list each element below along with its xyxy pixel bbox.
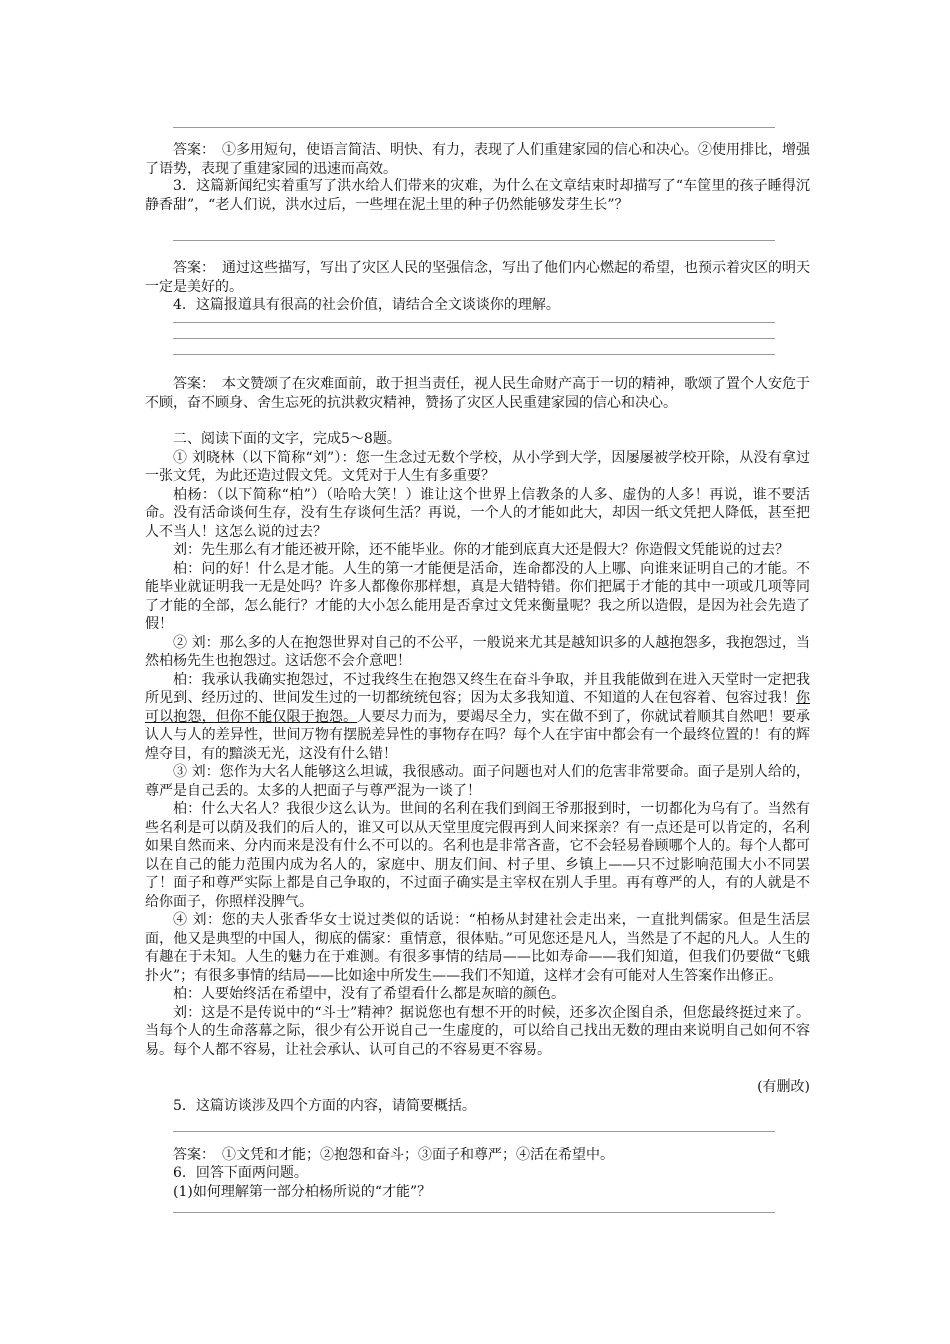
q4-answer: 答案： 本文赞颂了在灾难面前，敢于担当责任，视人民生命财产高于一切的精神，歌颂了置个人安危于不顾，奋不顾身、舍生忘死的抗洪救灾精神，赞扬了灾区人民重建家园的信心和决心。 [145, 376, 810, 411]
underlined-sentence: 你可以抱怨，但你不能仅限于抱怨。 [145, 690, 810, 725]
question-4-text: 4．这篇报道具有很高的社会价值，请结合全文谈谈你的理解。 [173, 297, 560, 313]
answer-line [173, 240, 775, 241]
paragraph: 柏：问的好！什么是才能。人生的第一才能便是活命，连命都没的人上哪、向谁来证明自己的才能。不能毕业就证明我一无是处吗？许多人都像你那样想，真是大错特错。你们把属于才能的其中一项或几项等同了才能的全部，怎么能行？才能的大小怎么能用是否拿过文凭来衡量呢？我之所以造假，是因为社会先造了假！ [145, 560, 810, 632]
question-6 [145, 1164, 810, 1201]
answer-line [173, 127, 775, 128]
q5-answer-area [145, 1131, 810, 1132]
section-heading: 二、阅读下面的文字，完成5～8题。 [173, 431, 401, 447]
answer-line [173, 1212, 775, 1213]
paragraph: 刘：先生那么有才能还被开除，还不能毕业。你的才能到底真大还是假大？你造假文凭能说的过去？ [173, 542, 789, 558]
question-4 [145, 296, 810, 315]
q3-answer-area [145, 240, 810, 241]
paragraph: 柏：什么大名人？我很少这么认为。世间的名利在我们到阎王爷那报到时，一切都化为乌有了。当然有些名利是可以荫及我们的后人的，谁又可以从天堂里度完假再到人间来探亲？有一点还是可以肯定的，名利如果自然而来、分内而来是没有什么不可以的。名利也是非常吝啬，它不会轻易眷顾哪个人的。每个人都可以在自己的能力范围内成为名人的，家庭中、朋友们间、村子里、乡镇上——只不过影响范围大小不同罢了！面子和尊严实际上都是自己争取的，不过面子确实是主宰权在别人手里。再有尊严的人，有的人就是不给你面子，你照样没脾气。 [145, 801, 810, 910]
answer-line [173, 354, 775, 355]
answer-line [173, 1131, 775, 1132]
q2-answer: 答案： ①多用短句，使语言简洁、明快、有力，表现了人们重建家园的信心和决心。②使用排比，增强了语势，表现了重建家园的迅速而高效。 [145, 142, 810, 177]
question-6-sub1: (1)如何理解第一部分柏杨所说的“才能”？ [173, 1183, 432, 1200]
answer-line [173, 322, 775, 323]
paragraph: ④ 刘：您的夫人张香华女士说过类似的话说：“柏杨从封建社会走出来，一直批判儒家。但是生活层面，他又是典型的中国人，彻底的儒家：重情意，很体贴。”可见您还是凡人，当然是了不起的凡人。人生的有趣在于未知。人生的魅力在于难测。有很多事情的结局——比如寿命——我们知道，但我们仍要做“飞蛾扑火”；有很多事情的结局——比如途中所发生——我们不知道，这样才会有可能对人生答案作出修正。 [145, 912, 810, 984]
question-3 [145, 177, 810, 214]
question-6-text: 6．回答下面两问题。 [173, 1165, 308, 1181]
q6-answer-area [145, 1212, 810, 1213]
source-note: (有删改) [757, 1079, 810, 1095]
answer-label: 答案： [173, 260, 208, 276]
paragraph: 柏：我承认我确实抱怨过，不过我终生在抱怨又终生在奋斗争取，并且我能做到在进入天堂时一定把我所见到、经历过的、世间发生过的一切都统统包容；因为太多我知道、不知道的人在包容着、包容过我！你可以抱怨，但你不能仅限于抱怨。人要尽力而为，要竭尽全力，实在做不到了，你就试着顺其自然吧！要承认人与人的差异性，世间万物有摆脱差异性的事物存在吗？每个人在宇宙中都会有一个最终位置的！有的辉煌夺目，有的黯淡无光，这没有什么错！ [145, 671, 811, 762]
paragraph: 柏杨：（以下简称“柏”）（哈哈大笑！）谁让这个世界上信教条的人多、虚伪的人多！再说，谁不要活命。没有活命谈何生存，没有生存谈何生活？再说，一个人的才能如此大，却因一纸文凭把人降低，甚至把人不当人！这怎么说的过去？ [145, 486, 810, 540]
answer-label: 答案： [173, 376, 208, 392]
q4-answer-lines [145, 322, 810, 355]
paragraph: ② 刘：那么多的人在抱怨世界对自己的不公平，一般说来尤其是越知识多的人越抱怨多，我抱怨过，当然柏杨先生也抱怨过。这话您不会介意吧！ [145, 634, 810, 669]
paragraph: ③ 刘：您作为大名人能够这么坦诚，我很感动。面子问题也对人们的危害非常要命。面子是别人给的，尊严是自己丢的。太多的人把面子与尊严混为一谈了！ [145, 764, 810, 799]
reading-section [145, 430, 810, 1059]
paragraph: ① 刘晓林（以下简称“刘”）：您一生念过无数个学校，从小学到大学，因屡屡被学校开除，从没有拿过一张文凭，为此还造过假文凭。文凭对于人生有多重要？ [145, 449, 810, 484]
answer-label: 答案： [173, 1147, 208, 1163]
question-5 [145, 1097, 810, 1116]
paragraph: 柏：人要始终活在希望中，没有了希望看什么都是灰暗的颜色。 [173, 986, 565, 1002]
question-3-text: 3．这篇新闻纪实着重写了洪水给人们带来的灾难，为什么在文章结束时却描写了“车筐里的孩子睡得沉静香甜”，“老人们说，洪水过后，一些埋在泥土里的种子仍然能够发芽生长”？ [145, 178, 810, 213]
question-5-text: 5．这篇访谈涉及四个方面的内容，请简要概括。 [173, 1098, 476, 1114]
answer-line [173, 338, 775, 339]
q5-answer: 答案： ①文凭和才能；②抱怨和奋斗；③面子和尊严；④活在希望中。 [173, 1147, 614, 1163]
q3-answer: 答案： 通过这些描写，写出了灾区人民的坚强信念，写出了他们内心燃起的希望，也预示着灾区的明天一定是美好的。 [145, 260, 810, 295]
answer-label: 答案： [173, 142, 208, 158]
q2-answer-area [145, 127, 810, 178]
paragraph: 刘：这是不是传说中的“斗士”精神？据说您也有想不开的时候，还多次企图自杀，但您最终挺过来了。当每个人的生命落幕之际，很少有公开说自己一生虚度的，可以给自己找出无数的理由来说明自己如何不容易。每个人都不容易，让社会承认、认可自己的不容易更不容易。 [145, 1004, 810, 1058]
